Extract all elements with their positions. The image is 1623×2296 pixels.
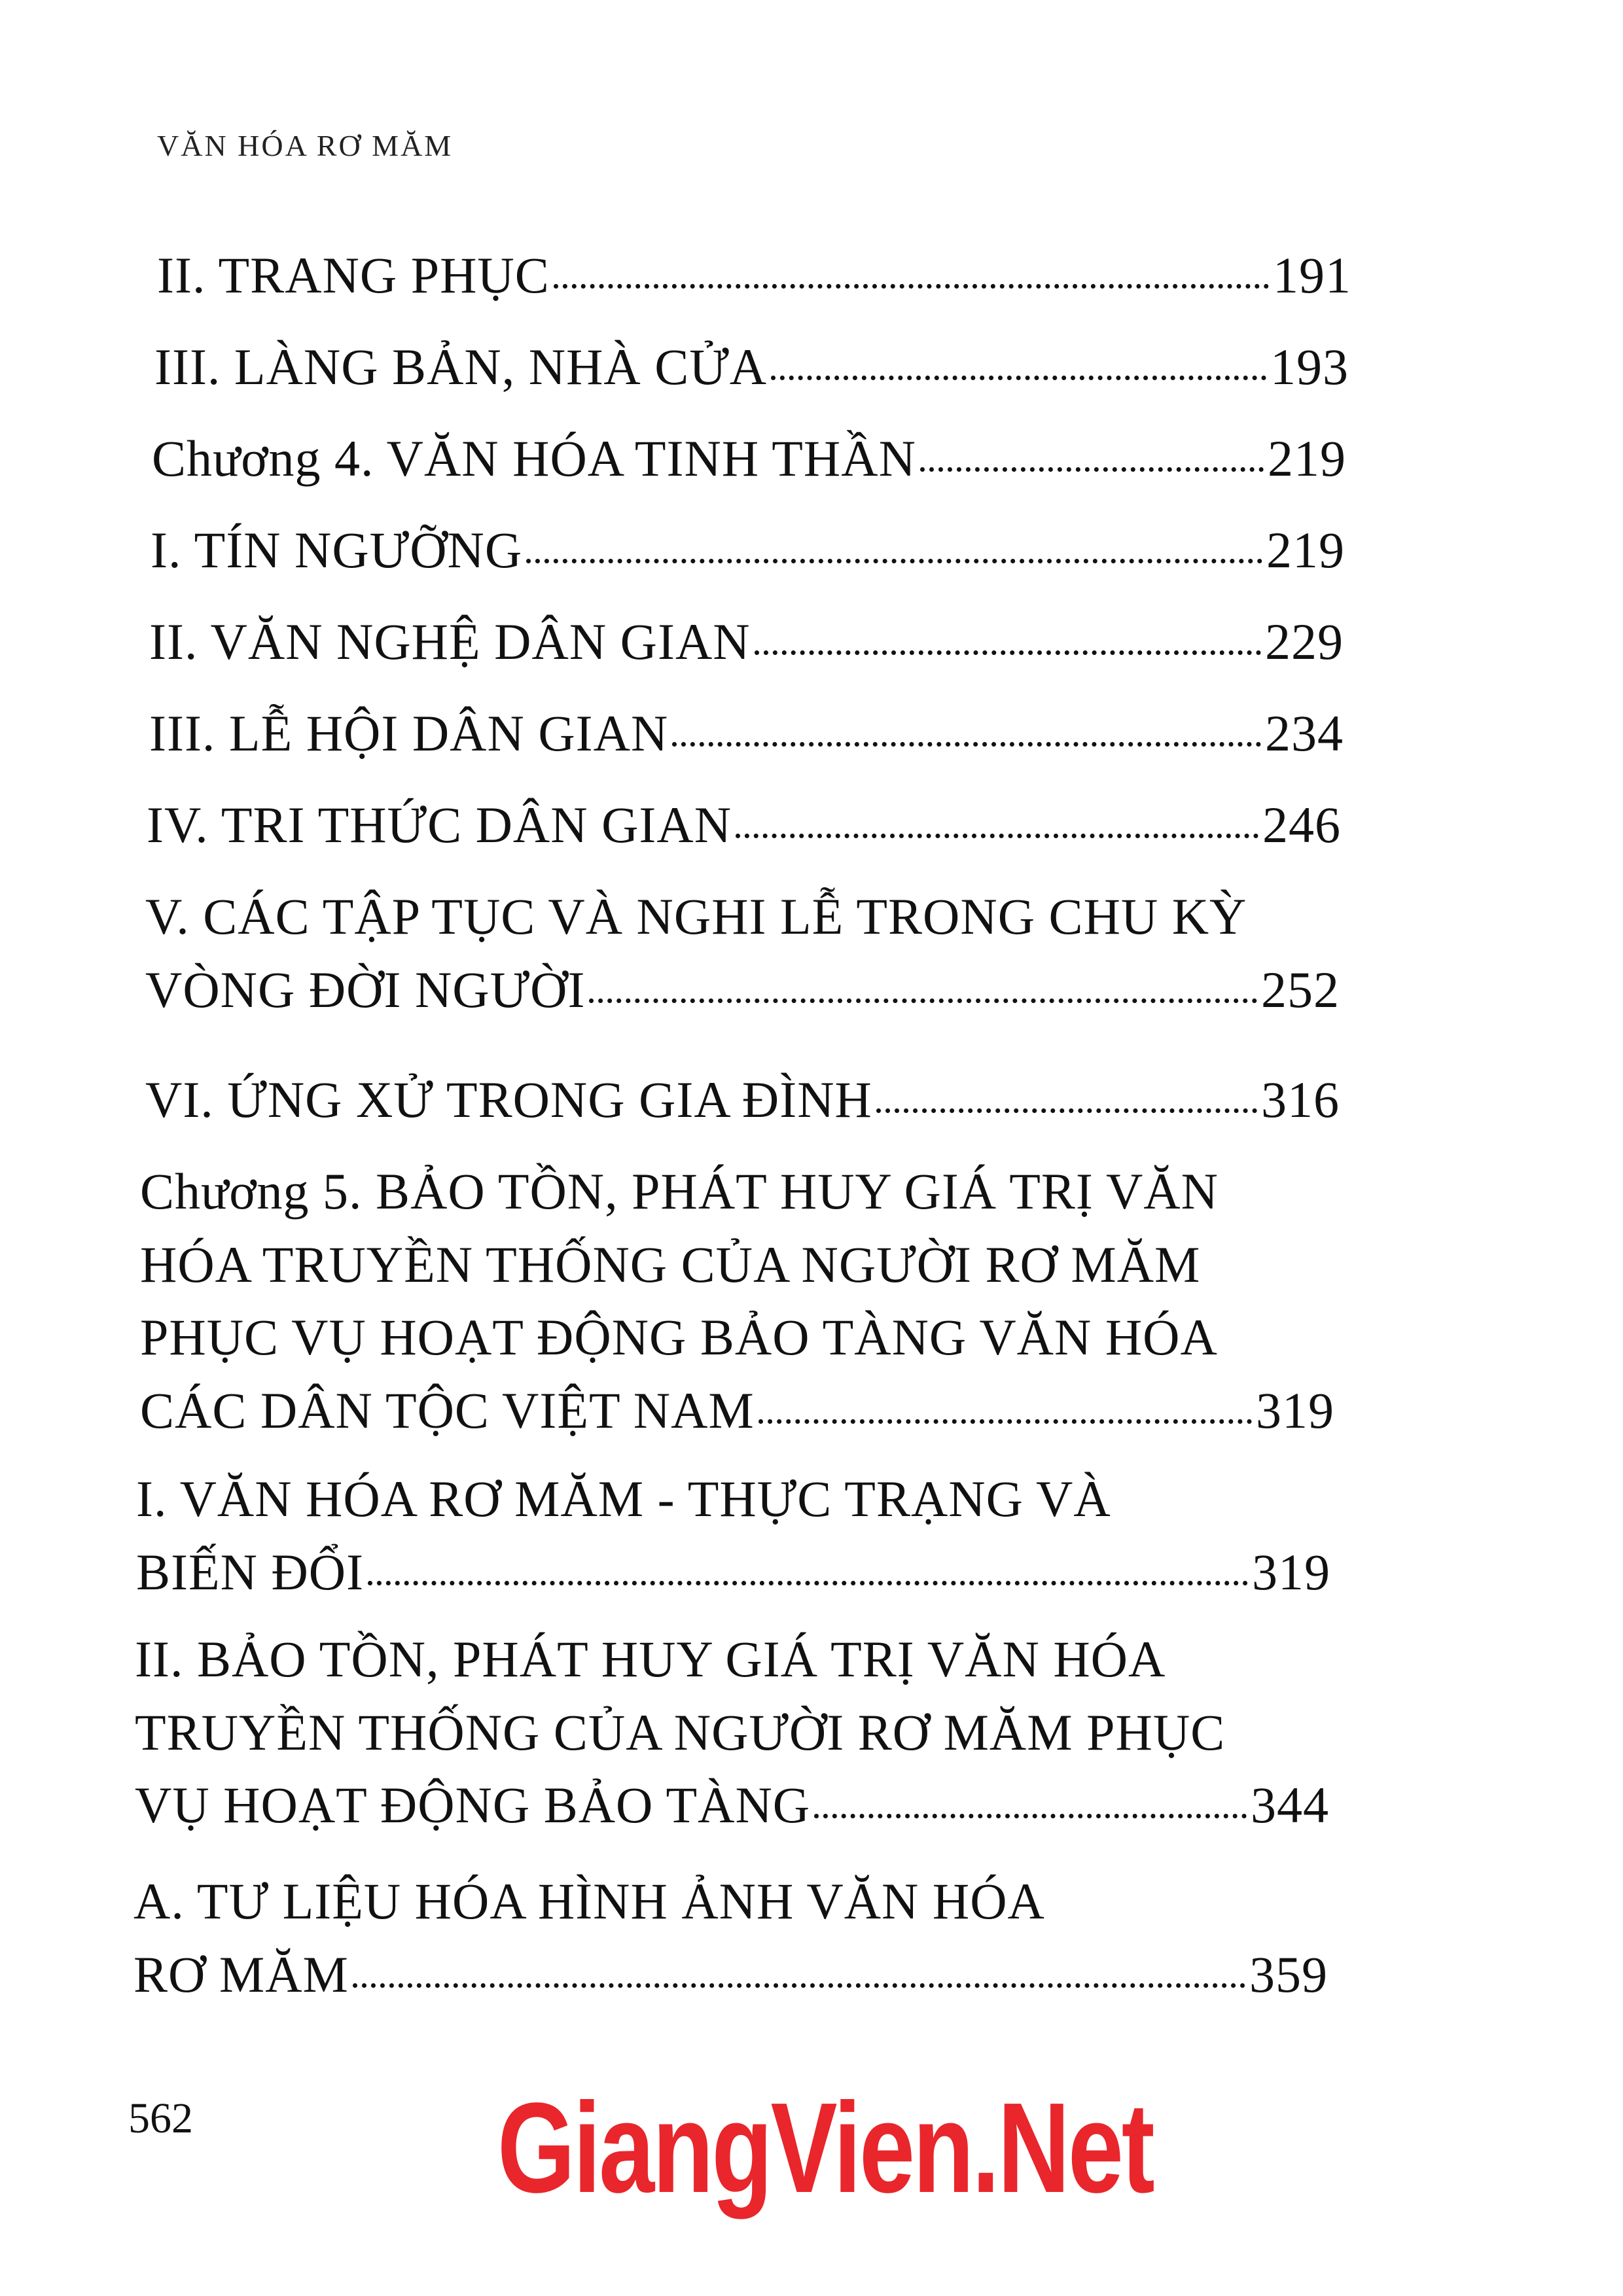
dot-leader: [876, 1108, 1257, 1113]
toc-entry-line: [136, 1462, 1330, 1536]
dot-leader: [755, 650, 1261, 655]
toc-entry-line: [140, 1228, 1334, 1301]
toc-entry-line: [145, 1063, 1340, 1137]
toc-entry-line: [140, 1374, 1334, 1447]
toc-page-number: 219: [1266, 521, 1345, 578]
watermark-logo: GiangVien.Net: [497, 2076, 1153, 2219]
toc-entry-title: IV. TRI THỨC DÂN GIAN: [147, 796, 732, 853]
toc-entry-line: [136, 1536, 1330, 1609]
toc-page-number: 191: [1273, 247, 1351, 304]
toc-entry: [145, 880, 1340, 1026]
toc-page-number: 316: [1261, 1071, 1340, 1128]
running-head: VĂN HÓA RƠ MĂM: [157, 129, 454, 162]
toc-entry-line: [140, 1301, 1334, 1374]
toc-entry-line: [149, 605, 1344, 679]
toc-entry: [154, 330, 1349, 404]
toc-page-number: 229: [1265, 613, 1344, 670]
toc-entry-line: [154, 330, 1349, 404]
toc-page-number: 344: [1251, 1776, 1329, 1834]
toc-entry-line: [157, 239, 1351, 312]
toc-entry-line: [149, 697, 1344, 770]
dot-leader: [353, 1983, 1245, 1988]
toc-entry-title: VÒNG ĐỜI NGƯỜI: [145, 961, 586, 1018]
toc-entry: [152, 422, 1346, 495]
toc-entry: [134, 1865, 1328, 2011]
toc-entry-line: [135, 1696, 1329, 1769]
toc-entry: [149, 605, 1344, 679]
toc-entry-line: [134, 1938, 1328, 2011]
toc-entry-line: [152, 422, 1346, 495]
toc-entry-title: BIẾN ĐỔI: [136, 1543, 365, 1600]
dot-leader: [736, 834, 1258, 838]
toc-page-number: 319: [1256, 1381, 1334, 1439]
dot-leader: [758, 1419, 1252, 1424]
toc-page-number: 319: [1252, 1543, 1330, 1600]
toc-entry: [140, 1155, 1334, 1447]
toc-entry: [136, 1462, 1330, 1608]
toc-entry: [147, 788, 1341, 862]
toc-page-number: 234: [1265, 705, 1344, 762]
toc-entry-title: II. TRANG PHỤC: [157, 247, 550, 304]
toc-entry-title: VI. ỨNG XỬ TRONG GIA ĐÌNH: [145, 1071, 872, 1128]
toc-entry-line: [147, 788, 1341, 862]
toc-entry: [145, 1063, 1340, 1137]
toc-entry-title: VỤ HOẠT ĐỘNG BẢO TÀNG: [135, 1776, 811, 1834]
toc-entry-line: [135, 1623, 1329, 1696]
dot-leader: [672, 742, 1261, 747]
toc-entry-title: CÁC DÂN TỘC VIỆT NAM: [140, 1381, 755, 1439]
dot-leader: [920, 467, 1264, 472]
toc-entry-title: Chương 5. BẢO TỒN, PHÁT HUY GIÁ TRỊ VĂN: [140, 1163, 1219, 1220]
dot-leader: [771, 376, 1266, 380]
toc-entry-title: III. LỄ HỘI DÂN GIAN: [149, 705, 669, 762]
toc-entry: [149, 697, 1344, 770]
toc-entry-line: [145, 880, 1340, 953]
dot-leader: [814, 1814, 1247, 1818]
toc-entry-title: V. CÁC TẬP TỤC VÀ NGHI LỄ TRONG CHU KỲ: [145, 888, 1247, 945]
toc-entry-title: HÓA TRUYỀN THỐNG CỦA NGƯỜI RƠ MĂM: [140, 1235, 1201, 1293]
toc-entry: [135, 1623, 1329, 1842]
toc-entry: [157, 239, 1351, 312]
toc-entry-title: PHỤC VỤ HOẠT ĐỘNG BẢO TÀNG VĂN HÓA: [140, 1309, 1218, 1366]
toc-page-number: 359: [1249, 1945, 1328, 2003]
dot-leader: [554, 284, 1269, 289]
toc-entry-line: [140, 1155, 1334, 1228]
toc-entry-title: RƠ MĂM: [134, 1945, 349, 2003]
toc-entry-title: I. TÍN NGƯỠNG: [151, 521, 523, 578]
toc-entry-title: I. VĂN HÓA RƠ MĂM - THỰC TRẠNG VÀ: [136, 1470, 1111, 1527]
toc-entry-title: II. BẢO TỒN, PHÁT HUY GIÁ TRỊ VĂN HÓA: [135, 1631, 1166, 1687]
toc-entry-title: II. VĂN NGHỆ DÂN GIAN: [149, 613, 751, 670]
toc-entry: [151, 514, 1345, 587]
toc-entry-title: Chương 4. VĂN HÓA TINH THẦN: [152, 430, 916, 487]
dot-leader: [526, 559, 1262, 563]
toc-page-number: 252: [1261, 961, 1340, 1018]
toc-entry-line: [135, 1769, 1329, 1842]
toc-entry-line: [134, 1865, 1328, 1938]
page-number: 562: [128, 2094, 193, 2142]
toc-entry-title: TRUYỀN THỐNG CỦA NGƯỜI RƠ MĂM PHỤC: [135, 1703, 1226, 1761]
toc-entry-title: III. LÀNG BẢN, NHÀ CỬA: [154, 338, 768, 395]
toc-entry-line: [145, 953, 1340, 1027]
dot-leader: [368, 1581, 1248, 1585]
toc-page-number: 246: [1262, 796, 1341, 853]
toc-entry-title: A. TƯ LIỆU HÓA HÌNH ẢNH VĂN HÓA: [134, 1873, 1045, 1930]
toc-page-number: 219: [1268, 430, 1346, 487]
toc-entry-line: [151, 514, 1345, 587]
dot-leader: [589, 998, 1257, 1003]
toc-page-number: 193: [1270, 338, 1349, 395]
